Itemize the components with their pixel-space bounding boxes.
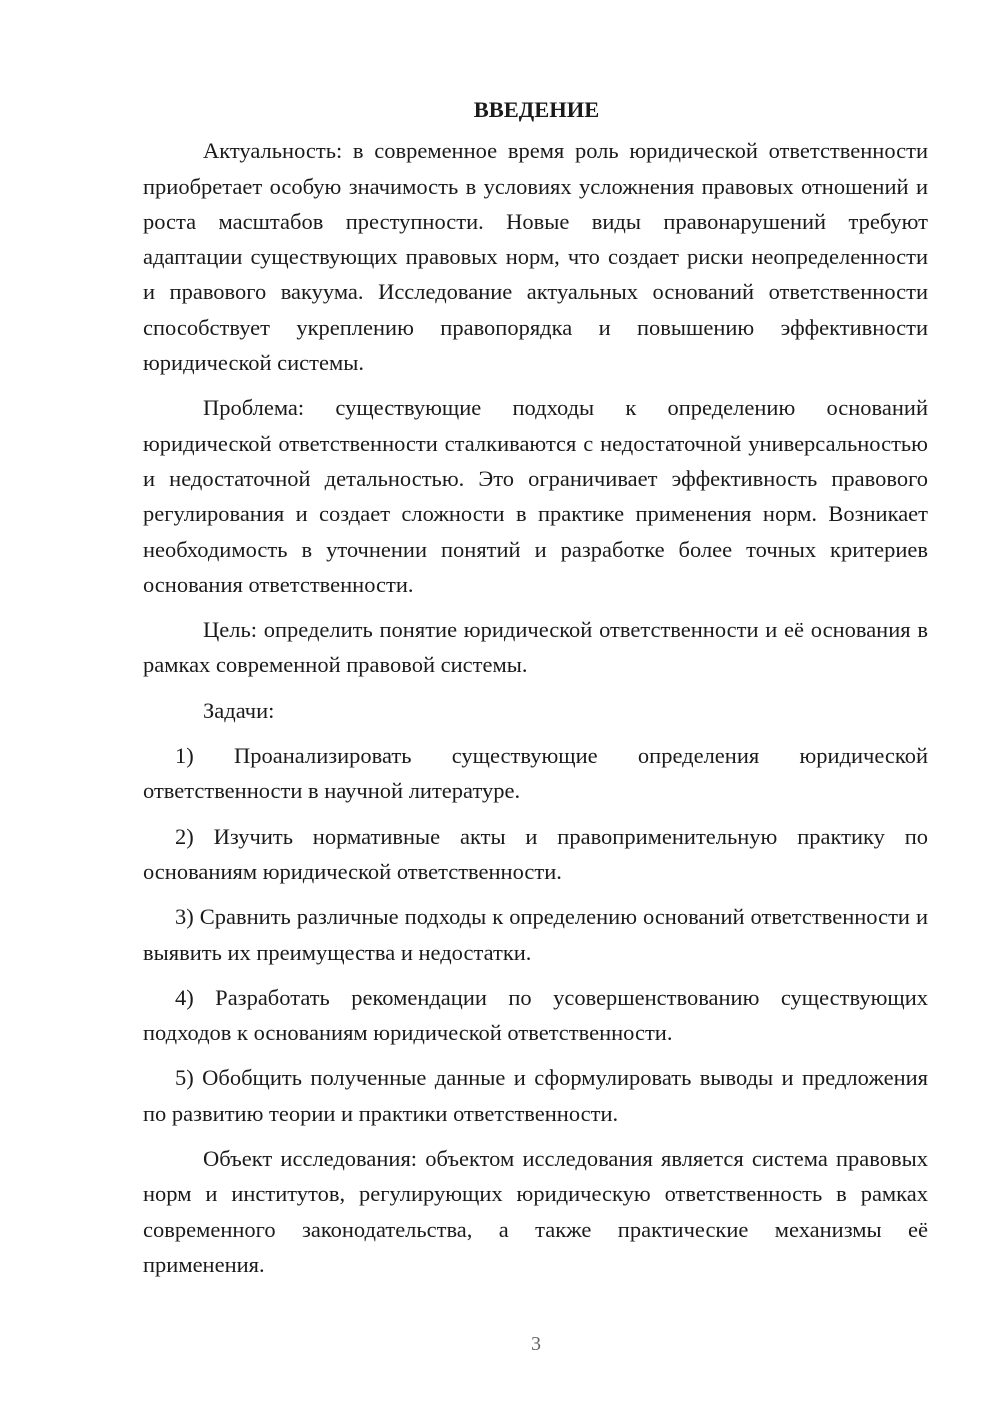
tasks-label: Задачи: xyxy=(203,697,275,723)
task-item-4: 4) Разработать рекомендации по усовершенствованию существующих подходов к основаниям юридической ответственности. xyxy=(143,984,928,1046)
task-item-5: 5) Обобщить полученные данные и сформулировать выводы и предложения по развитию теории и практики ответственности. xyxy=(143,1065,928,1126)
problem-paragraph: Проблема: существующие подходы к определению оснований юридической ответственности сталкиваются с недостаточной универсальностью и недостаточной детальностью. Это ограничивает эффективность правового регулирования и создает сложности в практике применения норм. Возникает необходимость в уточнении понятий и разработке более точных критериев основания ответственности. xyxy=(143,395,928,597)
document-body xyxy=(143,92,928,1292)
section-heading: ВВЕДЕНИЕ xyxy=(473,97,600,122)
task-item-3: 3) Сравнить различные подходы к определению оснований ответственности и выявить их преимущества и недостатки. xyxy=(143,904,928,965)
relevance-paragraph: Актуальность: в современное время роль юридической ответственности приобретает особую значимость в условиях усложнения правовых отношений и роста масштабов преступности. Новые виды правонарушений требуют адаптации существующих правовых норм, что создает риски неопределенности и правового вакуума. Исследование актуальных оснований ответственности способствует укреплению правопорядка и повышению эффективности юридической системы. xyxy=(143,138,928,376)
goal-paragraph: Цель: определить понятие юридической ответственности и её основания в рамках современной правовой системы. xyxy=(143,617,928,678)
task-item-1: 1) Проанализировать существующие определения юридической ответственности в научной литературе. xyxy=(143,743,928,804)
task-item-2: 2) Изучить нормативные акты и правоприменительную практику по основаниям юридической ответственности. xyxy=(143,823,928,884)
page-number: 3 xyxy=(531,1333,541,1355)
object-paragraph: Объект исследования: объектом исследования является система правовых норм и институтов, регулирующих юридическую ответственность в рамках современного законодательства, а также практические механизмы её применения. xyxy=(143,1146,928,1277)
